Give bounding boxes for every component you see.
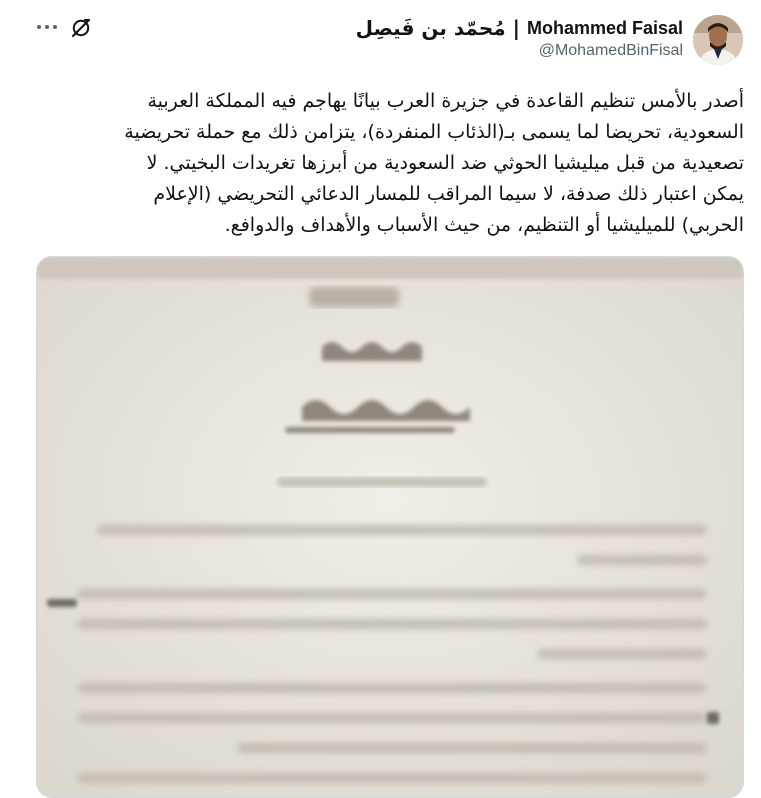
tweet-header — [0, 0, 761, 80]
author-handle[interactable]: @MohamedBinFisal — [538, 42, 683, 59]
tweet-text-line: أصدر بالأمس تنظيم القاعدة في جزيرة العرب بيانًا يهاجم فيه المملكة العربية — [147, 90, 744, 112]
tweet-text — [36, 86, 744, 241]
author-name-line[interactable] — [356, 14, 683, 42]
tweet-text-line: يمكن اعتبار ذلك صدفة، لا سيما المراقب للمسار الدعائي التحريضي (الإعلام — [153, 183, 744, 205]
grok-icon[interactable] — [69, 16, 93, 40]
author-name-english[interactable]: Mohammed Faisal — [526, 17, 683, 38]
more-icon[interactable] — [35, 17, 59, 37]
avatar[interactable] — [693, 15, 743, 65]
attached-image[interactable] — [36, 256, 744, 798]
author-name-arabic[interactable]: مُحمّد بن فَيصِل — [355, 16, 506, 40]
blurred-document-image — [37, 257, 743, 797]
tweet-text-line: تصعيدية من قبل ميليشيا الحوثي ضد السعودية من أبرزها تغريدات البخيتي. لا — [146, 152, 744, 174]
tweet-text-line: السعودية، تحريضا لما يسمى بـ(الذئاب المنفردة)، يتزامن ذلك مع حملة تحريضية — [124, 121, 744, 143]
name-separator: | — [512, 16, 520, 40]
tweet-text-line: الحربي) للميليشيا أو التنظيم، من حيث الأسباب والأهداف والدوافع. — [224, 214, 744, 236]
